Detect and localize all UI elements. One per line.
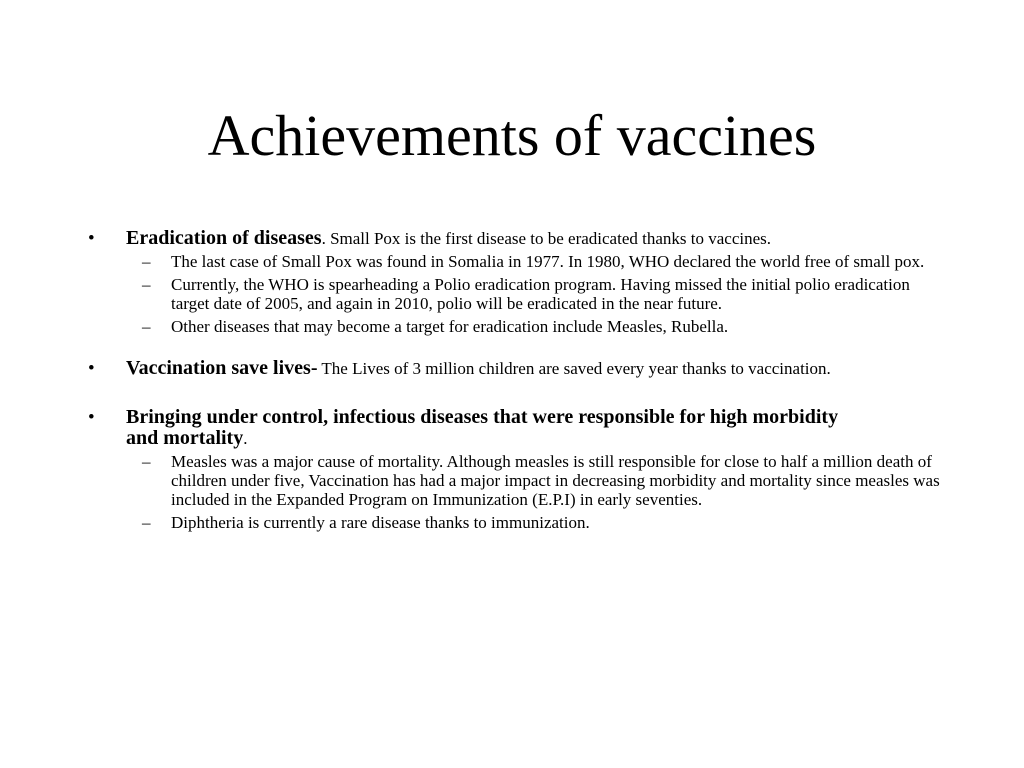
sub-marker: – [142, 452, 151, 471]
bullet-text: The Lives of 3 million children are saved every year thanks to vaccination. [317, 359, 831, 378]
bullet-marker: • [88, 228, 95, 249]
bullet-text: . [243, 429, 248, 448]
sub-list [0, 252, 1024, 336]
slide-content [0, 224, 1024, 536]
slide-title: Achievements of vaccines [207, 103, 817, 168]
bullet-heading: Bringing under control, infectious diseases that were responsible for high morbidity and mortality [126, 406, 839, 449]
bullet-heading: Eradication of diseases [126, 227, 322, 249]
sub-list [0, 452, 1024, 532]
bullet-text: . Small Pox is the first disease to be eradicated thanks to vaccines. [321, 229, 771, 248]
sub-item [142, 452, 941, 509]
bullet-heading: Vaccination save lives- [126, 357, 318, 379]
sub-marker: – [142, 513, 151, 532]
bullet-marker: • [88, 358, 95, 379]
sub-marker: – [142, 317, 151, 336]
sub-text: Diphtheria is currently a rare disease thanks to immunization. [171, 513, 590, 532]
sub-text: Other diseases that may become a target for eradication include Measles, Rubella. [171, 317, 729, 336]
bullet-save-lives [88, 357, 856, 379]
sub-text: Currently, the WHO is spearheading a Polio eradication program. Having missed the initial polio eradication target date of 2005, and again in 2010, polio will be eradicated in the near future. [171, 275, 910, 313]
sub-text: Measles was a major cause of mortality. Although measles is still responsible for close to half a million death of children under five, Vaccination has had a major impact in decreasing morbidity and mortality since measles was included in the Expanded Program on Immunization (E.P.I) in early seventies. [171, 452, 940, 509]
bullet-control [88, 406, 866, 449]
sub-text: The last case of Small Pox was found in Somalia in 1977. In 1980, WHO declared the world free of small pox. [171, 252, 925, 271]
sub-item [142, 275, 941, 313]
sub-item [142, 317, 941, 336]
sub-item [142, 252, 941, 271]
bullet-marker: • [88, 407, 95, 428]
sub-item [142, 513, 941, 532]
sub-marker: – [142, 275, 151, 294]
sub-marker: – [142, 252, 151, 271]
bullet-eradication [88, 227, 856, 249]
